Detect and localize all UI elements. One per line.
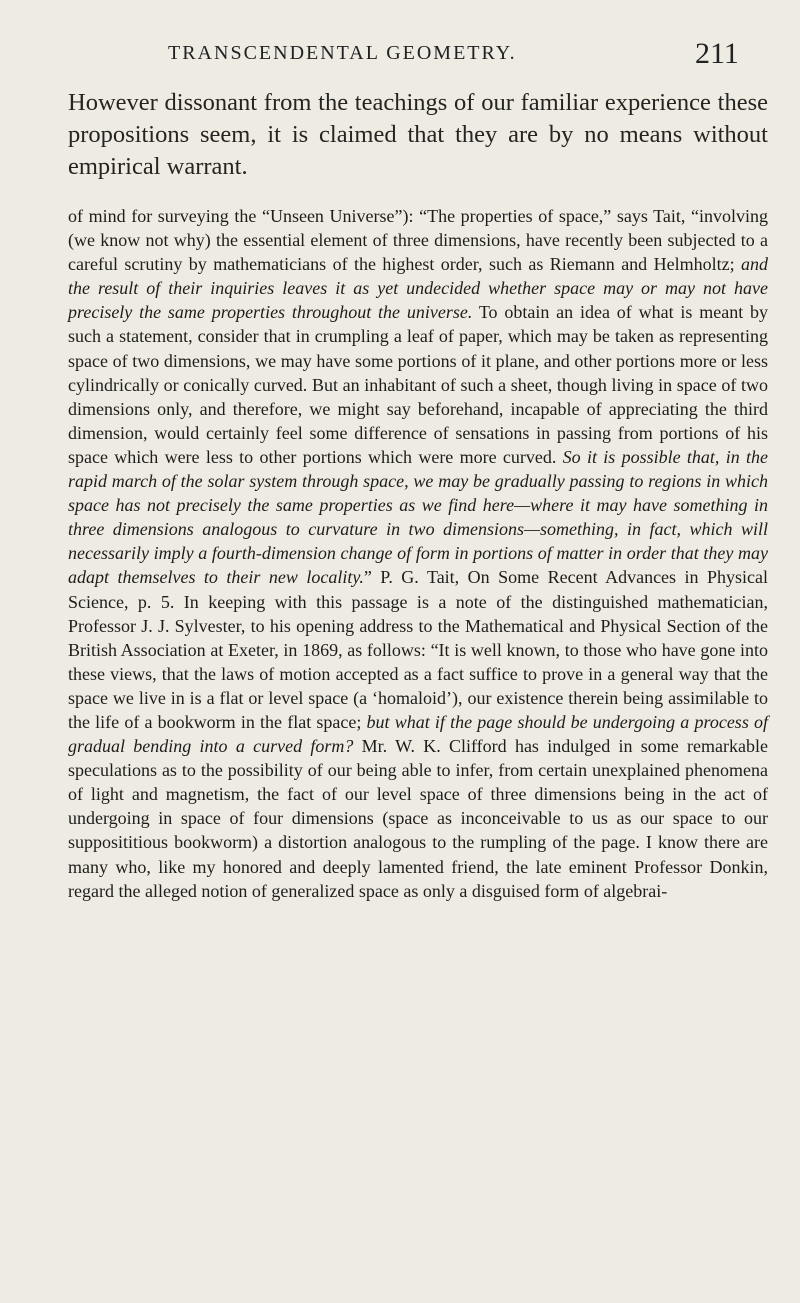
running-head: TRANSCENDENTAL GEOMETRY.: [168, 42, 517, 64]
note-text-4: Mr. W. K. Clifford has indulged in some remarkable speculations as to the possibility of our being able to infer, from certain unexplained phenomena of light and magnetism, the fact of our level space of three dimensions being in the act of undergoing in space of four dimensions (space as inconceivable to us as our space to our supposititious bookworm) a distortion analogous to the rumpling of the page. I know there are many who, like my honored and deeply lamented friend, the late eminent Professor Donkin, regard the alleged notion of generalized space as only a disguised form of algebrai-: [68, 736, 768, 901]
note-italic-1: and the result of their inquiries leaves it as yet undecided whether space may or may not have precisely the same properties throughout the universe.: [68, 254, 768, 323]
page-header: [0, 32, 800, 72]
lead-paragraph: However dissonant from the teachings of our familiar experience these propositions seem, it is claimed that they are by no means without empirical warrant.: [68, 89, 768, 180]
note-italic-2: So it is possible that, in the rapid march of the solar system through space, we may be gradually passing to regions in which space has not precisely the same properties as we find here—where it may have something in three dimensions analogous to curvature in two dimensions—something, in fact, which will necessarily imply a fourth-dimension change of form in portions of matter in order that they may adapt themselves to their new locality.: [68, 446, 768, 588]
note-text-1: of mind for surveying the “Unseen Universe”): “The properties of space,” says Tait, “involving (we know not why) the essential element of three dimensions, have recently been subjected to a careful scrutiny by mathematicians of the highest order, such as Riemann and Helmholtz;: [68, 206, 768, 275]
note-italic-3: but what if the page should be undergoing a process of gradual bending into a curved form?: [68, 711, 769, 757]
note-text-2: To obtain an idea of what is meant by such a statement, consider that in crumpling a leaf of paper, which may be taken as representing space of two dimensions, we may have some portions of it plane, and other portions more or less cylindrically or conically curved. But an inhabitant of such a sheet, though living in space of two dimensions only, and therefore, we might say beforehand, incapable of appreciating the third dimension, would certainly feel some difference of sensations in passing from portions of his space which were less to other portions which were more curved.: [68, 302, 769, 467]
note-text-3: ” P. G. Tait, On Some Recent Advances in Physical Science, p. 5. In keeping with this passage is a note of the distinguished mathematician, Professor J. J. Sylvester, to his opening address to the Mathematical and Physical Section of the British Association at Exeter, in 1869, as follows: “It is well known, to those who have gone into these views, that the laws of motion accepted as a fact suffice to prove in a general way that the space we live in is a flat or level space (a ‘homaloid’), our existence therein being assimilable to the life of a bookworm in the flat space;: [68, 567, 769, 732]
page-number: 211: [695, 37, 739, 70]
footnote-paragraph: [68, 204, 768, 903]
